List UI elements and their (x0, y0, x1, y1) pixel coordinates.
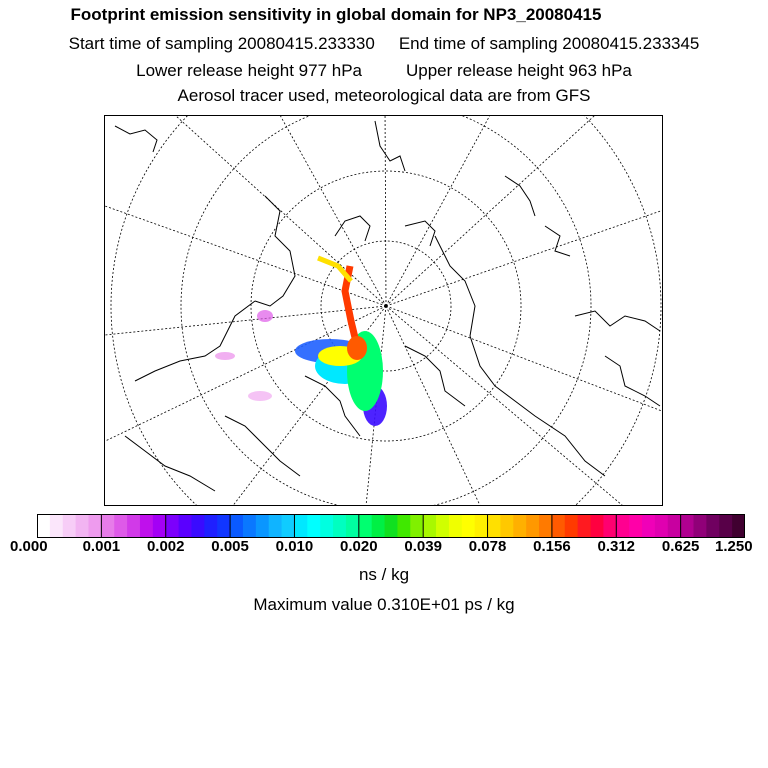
colorbar-tick-label: 0.078 (468, 538, 507, 555)
colorbar-swatch (269, 514, 282, 538)
colorbar-swatch (475, 514, 488, 538)
colorbar-swatch (114, 514, 127, 538)
colorbar-swatch (539, 514, 552, 538)
colorbar-tick-label: 0.039 (404, 538, 442, 555)
colorbar-swatch (591, 514, 604, 538)
colorbar-swatch (655, 514, 668, 538)
colorbar-swatch (694, 514, 707, 538)
colorbar-swatch (681, 514, 694, 538)
colorbar-swatch (436, 514, 449, 538)
colorbar-swatch (333, 514, 346, 538)
figure-title: Footprint emission sensitivity in global domain for NP3_20080415 (70, 5, 602, 24)
colorbar-swatch (372, 514, 385, 538)
colorbar-tick-label: 0.001 (82, 538, 121, 555)
graticule (105, 116, 663, 506)
colorbar-swatch (37, 514, 50, 538)
tracer-note: Aerosol tracer used, meteorological data are from GFS (177, 86, 591, 105)
upper-release-height: Upper release height 963 hPa (406, 61, 632, 80)
colorbar-swatch (294, 514, 307, 538)
colorbar-swatch (629, 514, 642, 538)
maximum-value: Maximum value 0.310E+01 ps / kg (253, 595, 515, 614)
colorbar-swatch (616, 514, 629, 538)
colorbar (37, 514, 745, 538)
colorbar-tick-label: 0.010 (275, 538, 314, 555)
colorbar-swatch (668, 514, 681, 538)
colorbar-swatch (50, 514, 63, 538)
colorbar-swatch (578, 514, 591, 538)
colorbar-swatch (101, 514, 114, 538)
colorbar-swatch (500, 514, 513, 538)
colorbar-swatch (513, 514, 526, 538)
colorbar-swatch (217, 514, 230, 538)
colorbar-swatch (552, 514, 565, 538)
colorbar-swatch (230, 514, 243, 538)
end-time: End time of sampling 20080415.233345 (398, 34, 700, 53)
unit-label: ns / kg (358, 565, 410, 584)
colorbar-swatch (346, 514, 359, 538)
colorbar-swatch (359, 514, 372, 538)
colorbar-swatch (449, 514, 462, 538)
colorbar-tick-label: 0.312 (597, 538, 636, 555)
colorbar-swatch (488, 514, 501, 538)
colorbar-swatch (320, 514, 333, 538)
release-heights (0, 61, 768, 81)
colorbar-tick-label: 0.005 (211, 538, 249, 555)
lower-release-height: Lower release height 977 hPa (136, 61, 362, 80)
colorbar-swatch (385, 514, 398, 538)
colorbar-tick-label: 1.250 (715, 538, 753, 555)
colorbar-swatch (732, 514, 745, 538)
colorbar-swatch (706, 514, 719, 538)
colorbar-tick-label: 0.002 (146, 538, 185, 555)
colorbar-swatch (526, 514, 539, 538)
colorbar-swatch (410, 514, 423, 538)
colorbar-swatch (603, 514, 616, 538)
colorbar-swatch (179, 514, 192, 538)
map-canvas (105, 116, 663, 506)
colorbar-swatch (397, 514, 410, 538)
colorbar-swatch (76, 514, 89, 538)
colorbar-swatch (282, 514, 295, 538)
colorbar-swatch (153, 514, 166, 538)
colorbar-swatch (307, 514, 320, 538)
colorbar-swatch (565, 514, 578, 538)
sampling-times (0, 34, 768, 54)
colorbar-swatch (63, 514, 76, 538)
colorbar-swatch (642, 514, 655, 538)
colorbar-tick-label: 0.625 (661, 538, 700, 555)
colorbar-swatch (88, 514, 101, 538)
colorbar-swatch (204, 514, 217, 538)
colorbar-swatch (191, 514, 204, 538)
colorbar-swatch (256, 514, 269, 538)
colorbar-tick-label: 0.020 (340, 538, 378, 555)
colorbar-tick-label: 0.156 (533, 538, 571, 555)
colorbar-swatch (166, 514, 179, 538)
colorbar-swatch (140, 514, 153, 538)
colorbar-swatch (423, 514, 436, 538)
colorbar-swatch (462, 514, 475, 538)
colorbar-swatch (127, 514, 140, 538)
colorbar-tick-label: 0.000 (10, 538, 48, 555)
start-time: Start time of sampling 20080415.233330 (68, 34, 375, 53)
footprint-map (104, 115, 663, 506)
colorbar-swatch (719, 514, 732, 538)
coastlines (115, 121, 660, 491)
colorbar-swatch (243, 514, 256, 538)
